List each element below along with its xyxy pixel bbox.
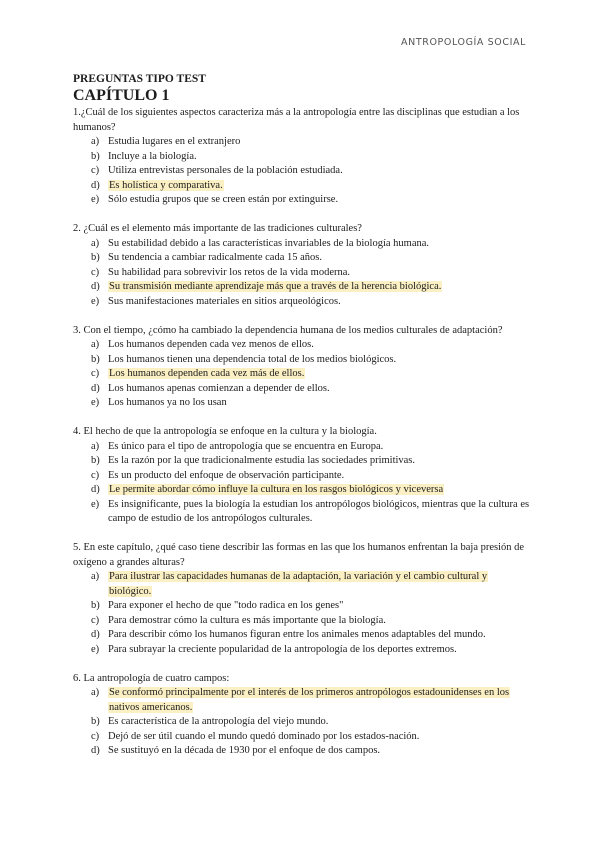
option-letter: b)	[91, 150, 100, 162]
option-item	[73, 135, 533, 150]
option-letter: c)	[91, 368, 100, 379]
option-letter: a)	[91, 339, 100, 350]
option-text: Los humanos ya no los usan	[108, 397, 227, 408]
option-letter: d)	[91, 179, 100, 191]
question-block	[73, 222, 533, 309]
chapter-title: CAPÍTULO 1	[73, 87, 170, 104]
option-item	[73, 295, 533, 310]
option-letter: c)	[91, 165, 100, 176]
option-item	[73, 730, 533, 745]
option-item	[73, 150, 533, 165]
highlighted-answer-text: Le permite abordar cómo influye la cultura en los rasgos biológicos y viceversa	[109, 484, 444, 495]
option-item-correct	[73, 483, 533, 498]
highlighted-answer-text: Su transmisión mediante aprendizaje más que a través de la herencia biológica.	[109, 281, 442, 292]
option-text: Su tendencia a cambiar radicalmente cada 15 años.	[108, 252, 322, 263]
question-block	[73, 324, 533, 411]
question-text: 6. La antropología de cuatro campos:	[73, 672, 230, 684]
option-text: Estudia lugares en el extranjero	[108, 136, 241, 147]
option-item	[73, 237, 533, 252]
option-item	[73, 193, 533, 208]
option-item	[73, 440, 533, 455]
option-text: Los humanos dependen cada vez menos de ellos.	[108, 339, 314, 350]
option-letter: b)	[91, 455, 100, 466]
option-text: Es un producto del enfoque de observación participante.	[108, 469, 345, 481]
question-text: 3. Con el tiempo, ¿cómo ha cambiado la dependencia humana de los medios culturales de adaptación?	[73, 324, 503, 336]
option-item-correct	[73, 179, 533, 194]
option-letter: c)	[91, 614, 100, 626]
option-letter: a)	[91, 571, 100, 582]
option-letter: a)	[91, 687, 100, 698]
question-block	[73, 425, 533, 527]
option-letter: e)	[91, 498, 100, 510]
option-text: Es característica de la antropología del viejo mundo.	[108, 716, 329, 727]
option-text: Para subrayar la creciente popularidad de la antropología de los deportes extremos.	[108, 643, 457, 655]
option-item-correct	[73, 367, 533, 382]
option-item-correct	[73, 686, 533, 715]
option-text: Dejó de ser útil cuando el mundo quedó dominado por los estados-nación.	[108, 730, 420, 742]
running-header: ANTROPOLOGÍA SOCIAL	[401, 37, 526, 48]
option-letter: d)	[91, 745, 100, 756]
option-item-correct	[73, 280, 533, 295]
option-list	[73, 570, 533, 657]
document-heading: PREGUNTAS TIPO TEST	[73, 73, 206, 85]
highlighted-answer-text: Los humanos dependen cada vez más de ellos.	[109, 368, 305, 379]
option-letter: e)	[91, 295, 100, 307]
option-text: Es la razón por la que tradicionalmente estudia las sociedades primitivas.	[108, 455, 416, 466]
option-list	[73, 686, 533, 759]
option-item	[73, 498, 533, 527]
option-letter: c)	[91, 469, 100, 481]
option-letter: e)	[91, 397, 100, 408]
option-item-correct	[73, 570, 533, 599]
question-block	[73, 672, 533, 759]
option-item	[73, 469, 533, 484]
option-letter: d)	[91, 281, 100, 292]
option-text: Es insignificante, pues la biología la estudian los antropólogos biológicos, mientras que la cultura es campo de estudio de los antropólogos culturales.	[108, 498, 530, 524]
option-text: Es único para el tipo de antropología que se encuentra en Europa.	[108, 440, 384, 452]
option-item	[73, 164, 533, 179]
option-item	[73, 454, 533, 469]
option-letter: a)	[91, 440, 100, 452]
option-letter: e)	[91, 194, 100, 205]
question-block	[73, 106, 533, 208]
option-item	[73, 251, 533, 266]
option-item	[73, 396, 533, 411]
option-text: Incluye a la biología.	[108, 150, 197, 162]
option-text: Se sustituyó en la década de 1930 por el enfoque de dos campos.	[108, 745, 381, 756]
option-item	[73, 643, 533, 658]
option-letter: c)	[91, 730, 100, 742]
option-list	[73, 338, 533, 411]
option-list	[73, 440, 533, 527]
option-letter: c)	[91, 266, 100, 278]
option-item	[73, 353, 533, 368]
option-text: Los humanos tienen una dependencia total de los medios biológicos.	[108, 353, 397, 365]
option-letter: b)	[91, 600, 100, 611]
question-text: 4. El hecho de que la antropología se enfoque en la cultura y la biología.	[73, 426, 377, 437]
option-letter: a)	[91, 237, 100, 249]
option-text: Los humanos apenas comienzan a depender de ellos.	[108, 382, 330, 394]
option-text: Utiliza entrevistas personales de la población estudiada.	[108, 165, 343, 176]
question-text: 1.¿Cuál de los siguientes aspectos caracteriza más a la antropología entre las disciplinas que estudian a los humanos?	[73, 107, 520, 133]
option-letter: b)	[91, 716, 100, 727]
option-item	[73, 382, 533, 397]
option-text: Sus manifestaciones materiales en sitios arqueológicos.	[108, 295, 341, 307]
option-letter: e)	[91, 643, 100, 655]
option-letter: a)	[91, 136, 100, 147]
option-list	[73, 135, 533, 208]
option-item	[73, 715, 533, 730]
option-text: Para describir cómo los humanos figuran entre los animales menos adaptables del mundo.	[108, 629, 486, 640]
question-text: 5. En este capítulo, ¿qué caso tiene describir las formas en las que los humanos enfrentan la baja presión de oxígeno a grandes alturas?	[73, 542, 525, 568]
option-item	[73, 628, 533, 643]
option-text: Sólo estudia grupos que se creen están por extinguirse.	[108, 194, 339, 205]
question-text: 2. ¿Cuál es el elemento más importante de las tradiciones culturales?	[73, 223, 362, 234]
option-text: Para exponer el hecho de que "todo radica en los genes"	[108, 600, 344, 611]
highlighted-answer-text: Es holística y comparativa.	[109, 179, 223, 191]
highlighted-answer-text: Se conformó principalmente por el interés de los primeros antropólogos estadounidenses en los nativos americanos.	[109, 687, 510, 713]
option-letter: b)	[91, 353, 100, 365]
option-letter: b)	[91, 252, 100, 263]
document-body	[73, 72, 533, 773]
option-letter: d)	[91, 382, 100, 394]
option-item	[73, 744, 533, 759]
question-block	[73, 541, 533, 657]
option-item	[73, 338, 533, 353]
option-item	[73, 266, 533, 281]
option-letter: d)	[91, 629, 100, 640]
option-letter: d)	[91, 484, 100, 495]
option-item	[73, 614, 533, 629]
option-text: Su habilidad para sobrevivir los retos de la vida moderna.	[108, 266, 351, 278]
option-item	[73, 599, 533, 614]
option-text: Su estabilidad debido a las características invariables de la biología humana.	[108, 237, 430, 249]
question-list	[73, 106, 533, 759]
option-list	[73, 237, 533, 310]
option-text: Para demostrar cómo la cultura es más importante que la biología.	[108, 614, 386, 626]
highlighted-answer-text: Para ilustrar las capacidades humanas de la adaptación, la variación y el cambio cultural y biológico.	[109, 571, 488, 597]
